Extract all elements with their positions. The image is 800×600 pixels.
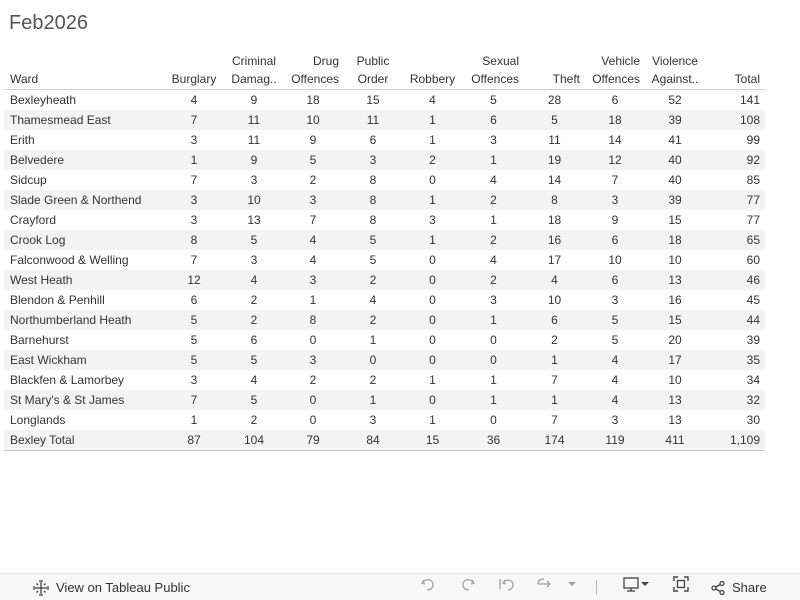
cell-violence-against: 40	[645, 150, 705, 170]
cell-public-order: 11	[344, 110, 402, 130]
cell-burglary: 1	[162, 150, 226, 170]
cell-total: 108	[705, 110, 765, 130]
cell-violence-against: 39	[645, 190, 705, 210]
cell-burglary: 7	[190, 173, 198, 187]
cell-burglary: 5	[162, 310, 226, 330]
cell-vehicle-offences: 3	[611, 413, 619, 427]
cell-total: 85	[746, 173, 760, 187]
cell-theft: 5	[524, 110, 585, 130]
cell-violence-against: 16	[668, 293, 682, 307]
cell-total: 92	[705, 150, 765, 170]
cell-theft: 1	[524, 350, 585, 370]
cell-robbery: 0	[402, 390, 463, 410]
cell-violence-against: 52	[668, 93, 682, 107]
cell-public-order: 3	[344, 150, 402, 170]
cell-robbery: 0	[402, 270, 463, 290]
cell-ward: Blendon & Penhill	[10, 293, 105, 307]
cell-vehicle-offences: 4	[585, 390, 645, 410]
cell-ward: Crook Log	[4, 230, 162, 250]
cell-robbery: 15	[402, 430, 463, 451]
cell-robbery: 3	[429, 213, 436, 227]
cell-drug-offences: 4	[282, 230, 344, 250]
cell-vehicle-offences: 9	[611, 213, 619, 227]
table-row[interactable]	[4, 270, 765, 290]
cell-sexual-offences: 0	[490, 333, 497, 347]
cell-violence-against: 13	[645, 270, 705, 290]
cell-drug-offences: 3	[282, 270, 344, 290]
cell-robbery: 0	[402, 350, 463, 370]
cell-drug-offences: 9	[309, 133, 317, 147]
cell-vehicle-offences: 6	[585, 230, 645, 250]
cell-total: 99	[746, 133, 760, 147]
cell-robbery: 0	[429, 333, 436, 347]
cell-theft: 10	[547, 293, 562, 307]
view-on-tableau-public-link[interactable]	[32, 574, 190, 600]
cell-total: 77	[705, 190, 765, 210]
cell-vehicle-offences: 18	[585, 110, 645, 130]
cell-vehicle-offences: 6	[585, 270, 645, 290]
cell-vehicle-offences: 4	[585, 350, 645, 370]
table-row[interactable]	[4, 170, 765, 190]
cell-public-order: 0	[344, 350, 402, 370]
table-row[interactable]	[4, 90, 765, 111]
cell-total: 141	[739, 93, 760, 107]
table-row[interactable]	[4, 290, 765, 310]
cell-sexual-offences: 2	[463, 270, 524, 290]
cell-total: 39	[746, 333, 760, 347]
cell-ward: East Wickham	[4, 350, 162, 370]
cell-public-order: 15	[366, 93, 380, 107]
cell-robbery: 4	[429, 93, 436, 107]
cell-drug-offences: 79	[282, 430, 344, 451]
cell-vehicle-offences: 5	[611, 333, 619, 347]
cell-burglary: 7	[162, 390, 226, 410]
header-ward[interactable]: Ward	[4, 52, 162, 90]
cell-drug-offences: 3	[282, 350, 344, 370]
cell-drug-offences: 0	[309, 413, 317, 427]
table-total-row[interactable]	[4, 430, 765, 451]
cell-ward: Slade Green & Northend	[4, 190, 162, 210]
cell-sexual-offences: 1	[463, 150, 524, 170]
cell-total: 30	[746, 413, 760, 427]
cell-criminal-damage: 10	[226, 190, 282, 210]
table-body	[4, 90, 765, 451]
cell-sexual-offences: 4	[490, 173, 497, 187]
table-header-row	[4, 52, 765, 90]
cell-robbery: 1	[429, 133, 436, 147]
tableau-icon	[32, 579, 50, 597]
cell-total: 1,109	[705, 430, 765, 451]
header-robbery[interactable]: Robbery	[402, 52, 463, 90]
cell-public-order: 2	[344, 270, 402, 290]
cell-theft: 8	[524, 190, 585, 210]
table-row[interactable]	[4, 190, 765, 210]
cell-ward: Bexleyheath	[10, 93, 77, 107]
cell-public-order: 5	[369, 253, 377, 267]
tableau-toolbar	[0, 573, 800, 600]
share-button[interactable]	[710, 574, 767, 600]
cell-ward: Bexley Total	[4, 430, 162, 451]
cell-burglary: 3	[190, 373, 198, 387]
fullscreen-icon[interactable]	[671, 574, 691, 594]
share-label: Share	[732, 580, 767, 595]
table-row[interactable]	[4, 310, 765, 330]
cell-sexual-offences: 0	[490, 413, 497, 427]
cell-vehicle-offences: 7	[611, 173, 619, 187]
cell-sexual-offences: 3	[490, 293, 497, 307]
cell-burglary: 5	[162, 350, 226, 370]
cell-burglary: 1	[190, 413, 198, 427]
cell-criminal-damage: 2	[250, 413, 258, 427]
cell-sexual-offences: 1	[490, 373, 497, 387]
cell-sexual-offences: 6	[463, 110, 524, 130]
cell-vehicle-offences: 5	[585, 310, 645, 330]
toolbar-divider	[596, 580, 597, 595]
cell-sexual-offences: 2	[463, 190, 524, 210]
cell-burglary: 7	[162, 110, 226, 130]
cell-public-order: 84	[344, 430, 402, 451]
cell-criminal-damage: 13	[247, 213, 261, 227]
cell-ward: Thamesmead East	[4, 110, 162, 130]
header-sexual-offences[interactable]: Sexual Offences	[463, 52, 524, 90]
cell-public-order: 5	[344, 230, 402, 250]
cell-robbery: 2	[402, 150, 463, 170]
cell-theft: 7	[551, 373, 558, 387]
header-drug-offences[interactable]: Drug Offences	[282, 52, 344, 90]
cell-burglary: 6	[190, 293, 198, 307]
cell-ward: St Mary's & St James	[4, 390, 162, 410]
cell-burglary: 3	[190, 213, 198, 227]
cell-public-order: 3	[369, 413, 377, 427]
cell-sexual-offences: 1	[463, 310, 524, 330]
cell-drug-offences: 3	[282, 190, 344, 210]
cell-vehicle-offences: 119	[585, 430, 645, 451]
cell-ward: Crayford	[10, 213, 57, 227]
cell-theft: 4	[524, 270, 585, 290]
cell-robbery: 1	[429, 373, 436, 387]
cell-total: 65	[705, 230, 765, 250]
cell-burglary: 87	[162, 430, 226, 451]
redo-icon[interactable]	[458, 574, 478, 594]
revert-icon[interactable]	[497, 574, 517, 594]
table-row[interactable]	[4, 370, 765, 390]
header-theft[interactable]: Theft	[524, 52, 585, 90]
header-total[interactable]: Total	[705, 52, 765, 90]
cell-drug-offences: 7	[309, 213, 317, 227]
cell-criminal-damage: 2	[226, 310, 282, 330]
view-on-tableau-label: View on Tableau Public	[56, 580, 190, 595]
cell-sexual-offences: 3	[490, 133, 497, 147]
cell-criminal-damage: 11	[226, 110, 282, 130]
cell-violence-against: 18	[645, 230, 705, 250]
table-row[interactable]	[4, 350, 765, 370]
cell-burglary: 3	[190, 133, 198, 147]
cell-vehicle-offences: 14	[608, 133, 622, 147]
cell-ward: Falconwood & Welling	[10, 253, 129, 267]
cell-robbery: 0	[429, 173, 436, 187]
cell-ward: Barnehurst	[10, 333, 69, 347]
table-row[interactable]	[4, 330, 765, 350]
cell-total: 44	[705, 310, 765, 330]
cell-criminal-damage: 3	[250, 173, 258, 187]
cell-violence-against: 17	[645, 350, 705, 370]
cell-ward: Northumberland Heath	[4, 310, 162, 330]
cell-public-order: 4	[369, 293, 377, 307]
cell-violence-against: 15	[645, 310, 705, 330]
cell-criminal-damage: 5	[226, 230, 282, 250]
cell-public-order: 8	[369, 173, 377, 187]
cell-sexual-offences: 2	[463, 230, 524, 250]
cell-criminal-damage: 4	[226, 270, 282, 290]
cell-theft: 28	[547, 93, 562, 107]
cell-public-order: 2	[344, 310, 402, 330]
cell-criminal-damage: 2	[250, 293, 258, 307]
cell-drug-offences: 2	[309, 173, 317, 187]
header-burglary[interactable]: Burglary	[162, 52, 226, 90]
refresh-icon[interactable]	[535, 574, 555, 594]
cell-robbery: 1	[402, 190, 463, 210]
cell-violence-against: 13	[645, 390, 705, 410]
cell-total: 77	[746, 213, 760, 227]
cell-ward: Blackfen & Lamorbey	[10, 373, 125, 387]
cell-violence-against: 10	[668, 253, 682, 267]
cell-drug-offences: 2	[309, 373, 317, 387]
cell-public-order: 8	[369, 213, 377, 227]
cell-criminal-damage: 4	[250, 373, 258, 387]
cell-theft: 2	[551, 333, 558, 347]
cell-ward: Erith	[10, 133, 35, 147]
cell-total: 45	[746, 293, 760, 307]
cell-vehicle-offences: 6	[611, 93, 619, 107]
cell-robbery: 1	[402, 230, 463, 250]
cell-drug-offences: 5	[282, 150, 344, 170]
cell-criminal-damage: 11	[247, 133, 261, 147]
cell-total: 32	[705, 390, 765, 410]
table-row[interactable]	[4, 390, 765, 410]
cell-total: 35	[705, 350, 765, 370]
table-row[interactable]	[4, 210, 765, 230]
cell-drug-offences: 8	[282, 310, 344, 330]
cell-sexual-offences: 5	[490, 93, 497, 107]
cell-violence-against: 13	[668, 413, 682, 427]
cell-total: 60	[746, 253, 760, 267]
table-row[interactable]	[4, 150, 765, 170]
cell-theft: 7	[551, 413, 558, 427]
cell-criminal-damage: 5	[226, 350, 282, 370]
cell-sexual-offences: 1	[463, 390, 524, 410]
download-icon[interactable]	[621, 574, 651, 594]
cell-violence-against: 39	[645, 110, 705, 130]
cell-ward: West Heath	[4, 270, 162, 290]
cell-public-order: 1	[369, 333, 377, 347]
cell-robbery: 1	[429, 413, 436, 427]
cell-vehicle-offences: 10	[608, 253, 622, 267]
cell-theft: 14	[547, 173, 562, 187]
cell-vehicle-offences: 12	[585, 150, 645, 170]
cell-drug-offences: 0	[309, 333, 317, 347]
cell-violence-against: 41	[668, 133, 682, 147]
cell-drug-offences: 0	[282, 390, 344, 410]
cell-theft: 19	[524, 150, 585, 170]
cell-drug-offences: 18	[306, 93, 320, 107]
cell-robbery: 0	[429, 293, 436, 307]
header-criminal-damage[interactable]: Criminal Damag..	[226, 52, 282, 90]
cell-ward: Longlands	[10, 413, 66, 427]
cell-sexual-offences: 0	[463, 350, 524, 370]
cell-vehicle-offences: 3	[585, 190, 645, 210]
table-row[interactable]	[4, 130, 765, 150]
undo-icon[interactable]	[418, 574, 438, 594]
cell-violence-against: 15	[668, 213, 682, 227]
cell-public-order: 8	[344, 190, 402, 210]
cell-violence-against: 411	[645, 430, 705, 451]
cell-criminal-damage: 3	[250, 253, 258, 267]
cell-robbery: 0	[402, 310, 463, 330]
cell-burglary: 5	[190, 333, 198, 347]
cell-total: 34	[746, 373, 760, 387]
crime-table	[4, 52, 765, 451]
cell-vehicle-offences: 3	[611, 293, 619, 307]
header-violence-against[interactable]: Violence Against..	[645, 52, 705, 90]
cell-criminal-damage: 6	[250, 333, 258, 347]
cell-burglary: 7	[190, 253, 198, 267]
cell-drug-offences: 4	[309, 253, 317, 267]
cell-robbery: 1	[402, 110, 463, 130]
cell-theft: 17	[547, 253, 562, 267]
cell-sexual-offences: 36	[463, 430, 524, 451]
cell-criminal-damage: 104	[226, 430, 282, 451]
cell-burglary: 4	[190, 93, 198, 107]
cell-sexual-offences: 1	[490, 213, 497, 227]
cell-criminal-damage: 9	[226, 150, 282, 170]
cell-theft: 11	[548, 133, 561, 147]
cell-burglary: 8	[162, 230, 226, 250]
cell-theft: 18	[547, 213, 562, 227]
cell-public-order: 2	[369, 373, 377, 387]
cell-burglary: 3	[162, 190, 226, 210]
cell-public-order: 6	[369, 133, 377, 147]
cell-robbery: 0	[429, 253, 436, 267]
cell-vehicle-offences: 4	[611, 373, 619, 387]
cell-public-order: 1	[344, 390, 402, 410]
report-title: Feb2026	[9, 12, 88, 34]
cell-criminal-damage: 5	[226, 390, 282, 410]
header-vehicle-offences[interactable]: Vehicle Offences	[585, 52, 645, 90]
cell-theft: 174	[524, 430, 585, 451]
cell-drug-offences: 1	[309, 293, 317, 307]
cell-ward: Sidcup	[10, 173, 47, 187]
cell-drug-offences: 10	[282, 110, 344, 130]
cell-violence-against: 20	[668, 333, 682, 347]
cell-violence-against: 40	[668, 173, 682, 187]
cell-theft: 16	[524, 230, 585, 250]
refresh-dropdown-icon[interactable]	[562, 574, 582, 594]
cell-ward: Belvedere	[4, 150, 162, 170]
cell-criminal-damage: 9	[250, 93, 258, 107]
table-row[interactable]	[4, 410, 765, 430]
cell-sexual-offences: 4	[490, 253, 497, 267]
table-row[interactable]	[4, 110, 765, 130]
cell-theft: 6	[524, 310, 585, 330]
cell-burglary: 12	[162, 270, 226, 290]
share-icon	[710, 580, 726, 596]
table-row[interactable]	[4, 250, 765, 270]
table-row[interactable]	[4, 230, 765, 250]
cell-total: 46	[705, 270, 765, 290]
cell-theft: 1	[524, 390, 585, 410]
header-public-order[interactable]: Public Order	[344, 52, 402, 90]
cell-violence-against: 10	[668, 373, 682, 387]
